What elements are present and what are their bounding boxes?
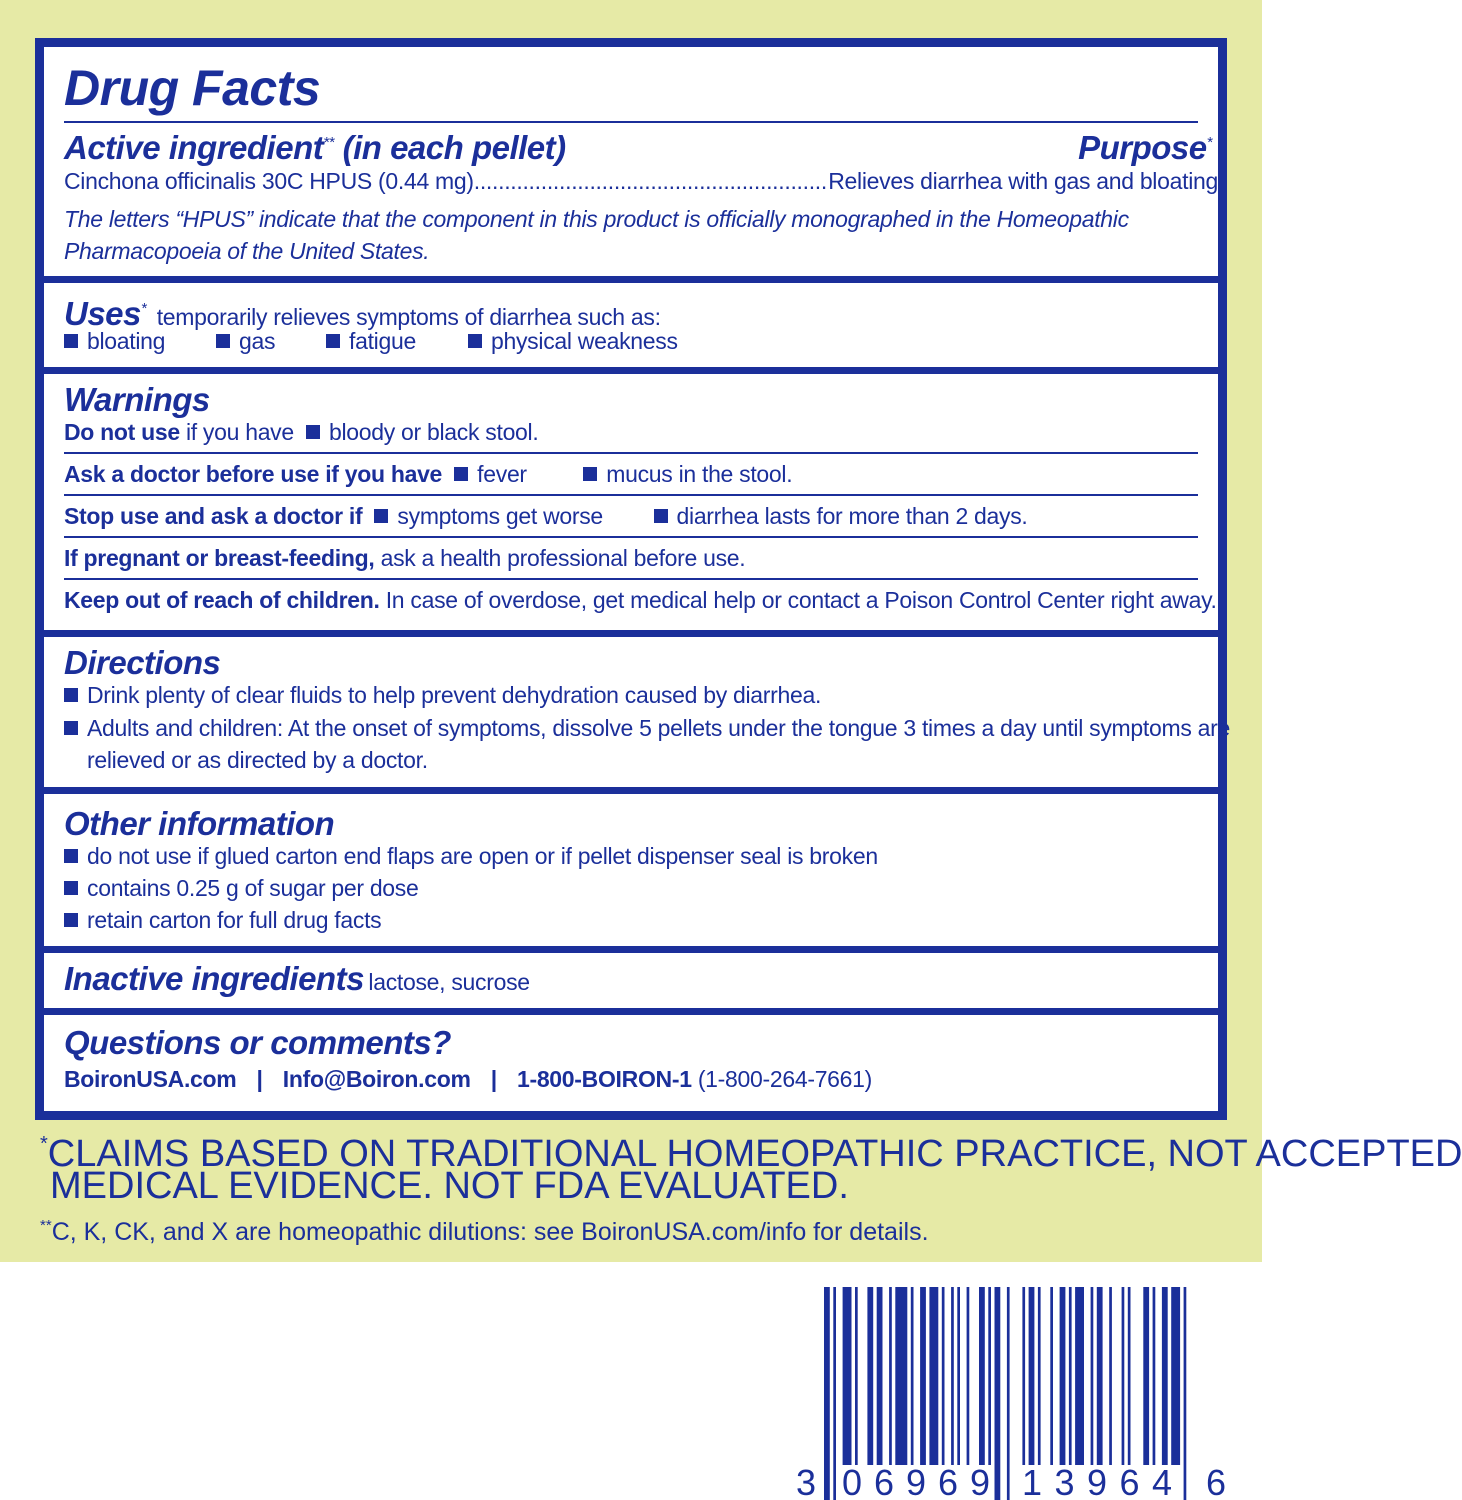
barcode-bar xyxy=(1060,1287,1066,1465)
directions-heading: Directions xyxy=(64,644,221,681)
active-heading-row xyxy=(64,123,1212,166)
barcode-bar xyxy=(979,1287,985,1465)
bullet-square-icon xyxy=(64,721,78,735)
barcode-bar xyxy=(1038,1287,1041,1465)
barcode-bar xyxy=(929,1287,938,1465)
hpus-note-line2: Pharmacopoeia of the United States. xyxy=(64,238,430,264)
barcode-bar xyxy=(1109,1287,1112,1465)
ingredient-row xyxy=(64,165,1218,197)
uses-heading: Uses xyxy=(64,295,141,332)
barcode-bar xyxy=(1171,1287,1180,1465)
uses-item: fatigue xyxy=(326,325,468,357)
barcode-right-digits: 13964 xyxy=(1022,1462,1172,1500)
ingredient-purpose: Relieves diarrhea with gas and bloating xyxy=(828,168,1218,194)
other-item: do not use if glued carton end flaps are open or if pellet dispenser seal is broken xyxy=(64,840,1198,872)
questions-heading: Questions or comments? xyxy=(64,1024,451,1061)
drug-facts-box xyxy=(35,38,1230,1120)
bullet-square-icon xyxy=(64,881,78,895)
barcode-bar xyxy=(833,1287,836,1500)
bullet-square-icon xyxy=(583,467,597,481)
ingredient-dots: .......................................................... xyxy=(473,168,827,194)
drug-facts-title: Drug Facts xyxy=(64,60,321,116)
barcode-bar xyxy=(1029,1287,1035,1465)
stop-use-line: Stop use and ask a doctor if symptoms get worse diarrhea lasts for more than 2 days. xyxy=(64,503,1028,529)
barcode-bar xyxy=(1097,1287,1103,1465)
questions-section xyxy=(44,1015,1218,1111)
barcode-bar xyxy=(1075,1287,1084,1465)
bullet-square-icon xyxy=(64,913,78,927)
bullet-square-icon xyxy=(454,467,468,481)
barcode-bar xyxy=(1143,1287,1149,1465)
barcode-bar xyxy=(957,1287,960,1465)
warnings-rule xyxy=(64,494,1198,496)
barcode-first-digit: 3 xyxy=(796,1462,817,1500)
directions-item: Drink plenty of clear fluids to help prevent dehydration caused by diarrhea. xyxy=(64,679,1198,711)
dilution-footnote: **C, K, CK, and X are homeopathic dilutions: see BoironUSA.com/info for details. xyxy=(40,1217,929,1246)
uses-item: physical weakness xyxy=(468,325,678,357)
directions-item: Adults and children: At the onset of symptoms, dissolve 5 pellets under the tongue 3 times a day until symptoms are xyxy=(64,712,1198,744)
barcode-left-digits: 06969 xyxy=(842,1462,990,1500)
barcode-bar xyxy=(967,1287,970,1465)
barcode-bar xyxy=(1069,1287,1072,1465)
warnings-section xyxy=(44,374,1218,630)
barcode-bar xyxy=(1184,1287,1187,1500)
barcode xyxy=(796,1287,1228,1500)
claims-footnote: *CLAIMS BASED ON TRADITIONAL HOMEOPATHIC PRACTICE, NOT ACCEPTED xyxy=(40,1133,1462,1175)
bullet-square-icon xyxy=(468,334,482,348)
ingredient-name: Cinchona officinalis 30C HPUS (0.44 mg) xyxy=(64,168,474,194)
barcode-bar xyxy=(889,1287,892,1465)
website-link: BoironUSA.com xyxy=(64,1066,237,1092)
bullet-square-icon xyxy=(326,334,340,348)
uses-item: gas xyxy=(216,325,326,357)
warnings-rule xyxy=(64,578,1198,580)
active-heading: Active ingredient xyxy=(64,129,324,166)
inactive-text: lactose, sucrose xyxy=(368,969,530,995)
barcode-bar xyxy=(824,1287,830,1500)
bullet-square-icon xyxy=(64,334,78,348)
barcode-bar xyxy=(942,1287,945,1465)
keep-out-line: Keep out of reach of children. In case of overdose, get medical help or contact a Poison Control Center right away. xyxy=(64,587,1217,613)
bullet-square-icon xyxy=(654,509,668,523)
hpus-note-line1: The letters “HPUS” indicate that the component in this product is officially monographed in the Homeopathic xyxy=(64,206,1129,232)
warnings-heading: Warnings xyxy=(64,381,210,418)
bullet-square-icon xyxy=(374,509,388,523)
barcode-bar xyxy=(1050,1287,1053,1465)
claims-footnote-line2: MEDICAL EVIDENCE. NOT FDA EVALUATED. xyxy=(50,1165,849,1207)
contact-line: BoironUSA.com | Info@Boiron.com | 1-800-BOIRON-1 (1-800-264-7661) xyxy=(64,1066,873,1092)
barcode-bar xyxy=(895,1287,907,1465)
warnings-rule xyxy=(64,536,1198,538)
other-info-section xyxy=(44,794,1218,946)
inactive-section xyxy=(44,953,1218,1008)
barcode-bar xyxy=(877,1287,883,1465)
phone-number: 1-800-BOIRON-1 xyxy=(516,1066,692,1092)
purpose-heading: Purpose xyxy=(1078,129,1207,166)
barcode-bar xyxy=(843,1287,852,1465)
directions-section xyxy=(44,637,1230,787)
bullet-square-icon xyxy=(64,688,78,702)
active-heading-sup: ** xyxy=(323,134,334,151)
barcode-bar xyxy=(1007,1287,1010,1500)
do-not-use-line: Do not use if you have bloody or black stool. xyxy=(64,419,539,445)
directions-item-cont: relieved or as directed by a doctor. xyxy=(87,747,428,773)
uses-heading-sup: * xyxy=(140,300,147,317)
active-ingredient-section xyxy=(44,47,1218,276)
barcode-bar xyxy=(1128,1287,1131,1465)
bullet-square-icon xyxy=(64,849,78,863)
ask-doctor-line: Ask a doctor before use if you have fever mucus in the stool. xyxy=(64,461,793,487)
uses-section xyxy=(44,283,1218,367)
barcode-bar xyxy=(951,1287,954,1465)
barcode-bar xyxy=(1162,1287,1168,1465)
warnings-rule xyxy=(64,452,1198,454)
barcode-bar xyxy=(1091,1287,1094,1465)
purpose-heading-sup: * xyxy=(1206,134,1212,151)
other-item: contains 0.25 g of sugar per dose xyxy=(64,872,1198,904)
uses-intro: temporarily relieves symptoms of diarrhea such as: xyxy=(156,304,661,330)
email-link: Info@Boiron.com xyxy=(282,1066,471,1092)
barcode-bar xyxy=(988,1287,991,1465)
barcode-bar xyxy=(1022,1287,1025,1465)
barcode-bar xyxy=(1153,1287,1156,1465)
barcode-bar xyxy=(995,1287,1001,1500)
other-item: retain carton for full drug facts xyxy=(64,904,1198,936)
barcode-bar xyxy=(920,1287,926,1465)
inactive-heading: Inactive ingredients xyxy=(64,960,364,997)
barcode-bar xyxy=(867,1287,873,1465)
barcode-bar xyxy=(1122,1287,1125,1465)
bullet-square-icon xyxy=(306,425,320,439)
uses-item: bloating xyxy=(64,325,216,357)
bullet-square-icon xyxy=(216,334,230,348)
active-heading-suffix: (in each pellet) xyxy=(342,129,566,166)
other-info-heading: Other information xyxy=(64,805,335,842)
barcode-bar xyxy=(855,1287,858,1465)
barcode-check-digit: 6 xyxy=(1206,1462,1227,1500)
barcode-bar xyxy=(911,1287,914,1465)
pregnant-line: If pregnant or breast-feeding, ask a health professional before use. xyxy=(64,545,746,571)
phone-numeric: (1-800-264-7661) xyxy=(697,1066,873,1092)
